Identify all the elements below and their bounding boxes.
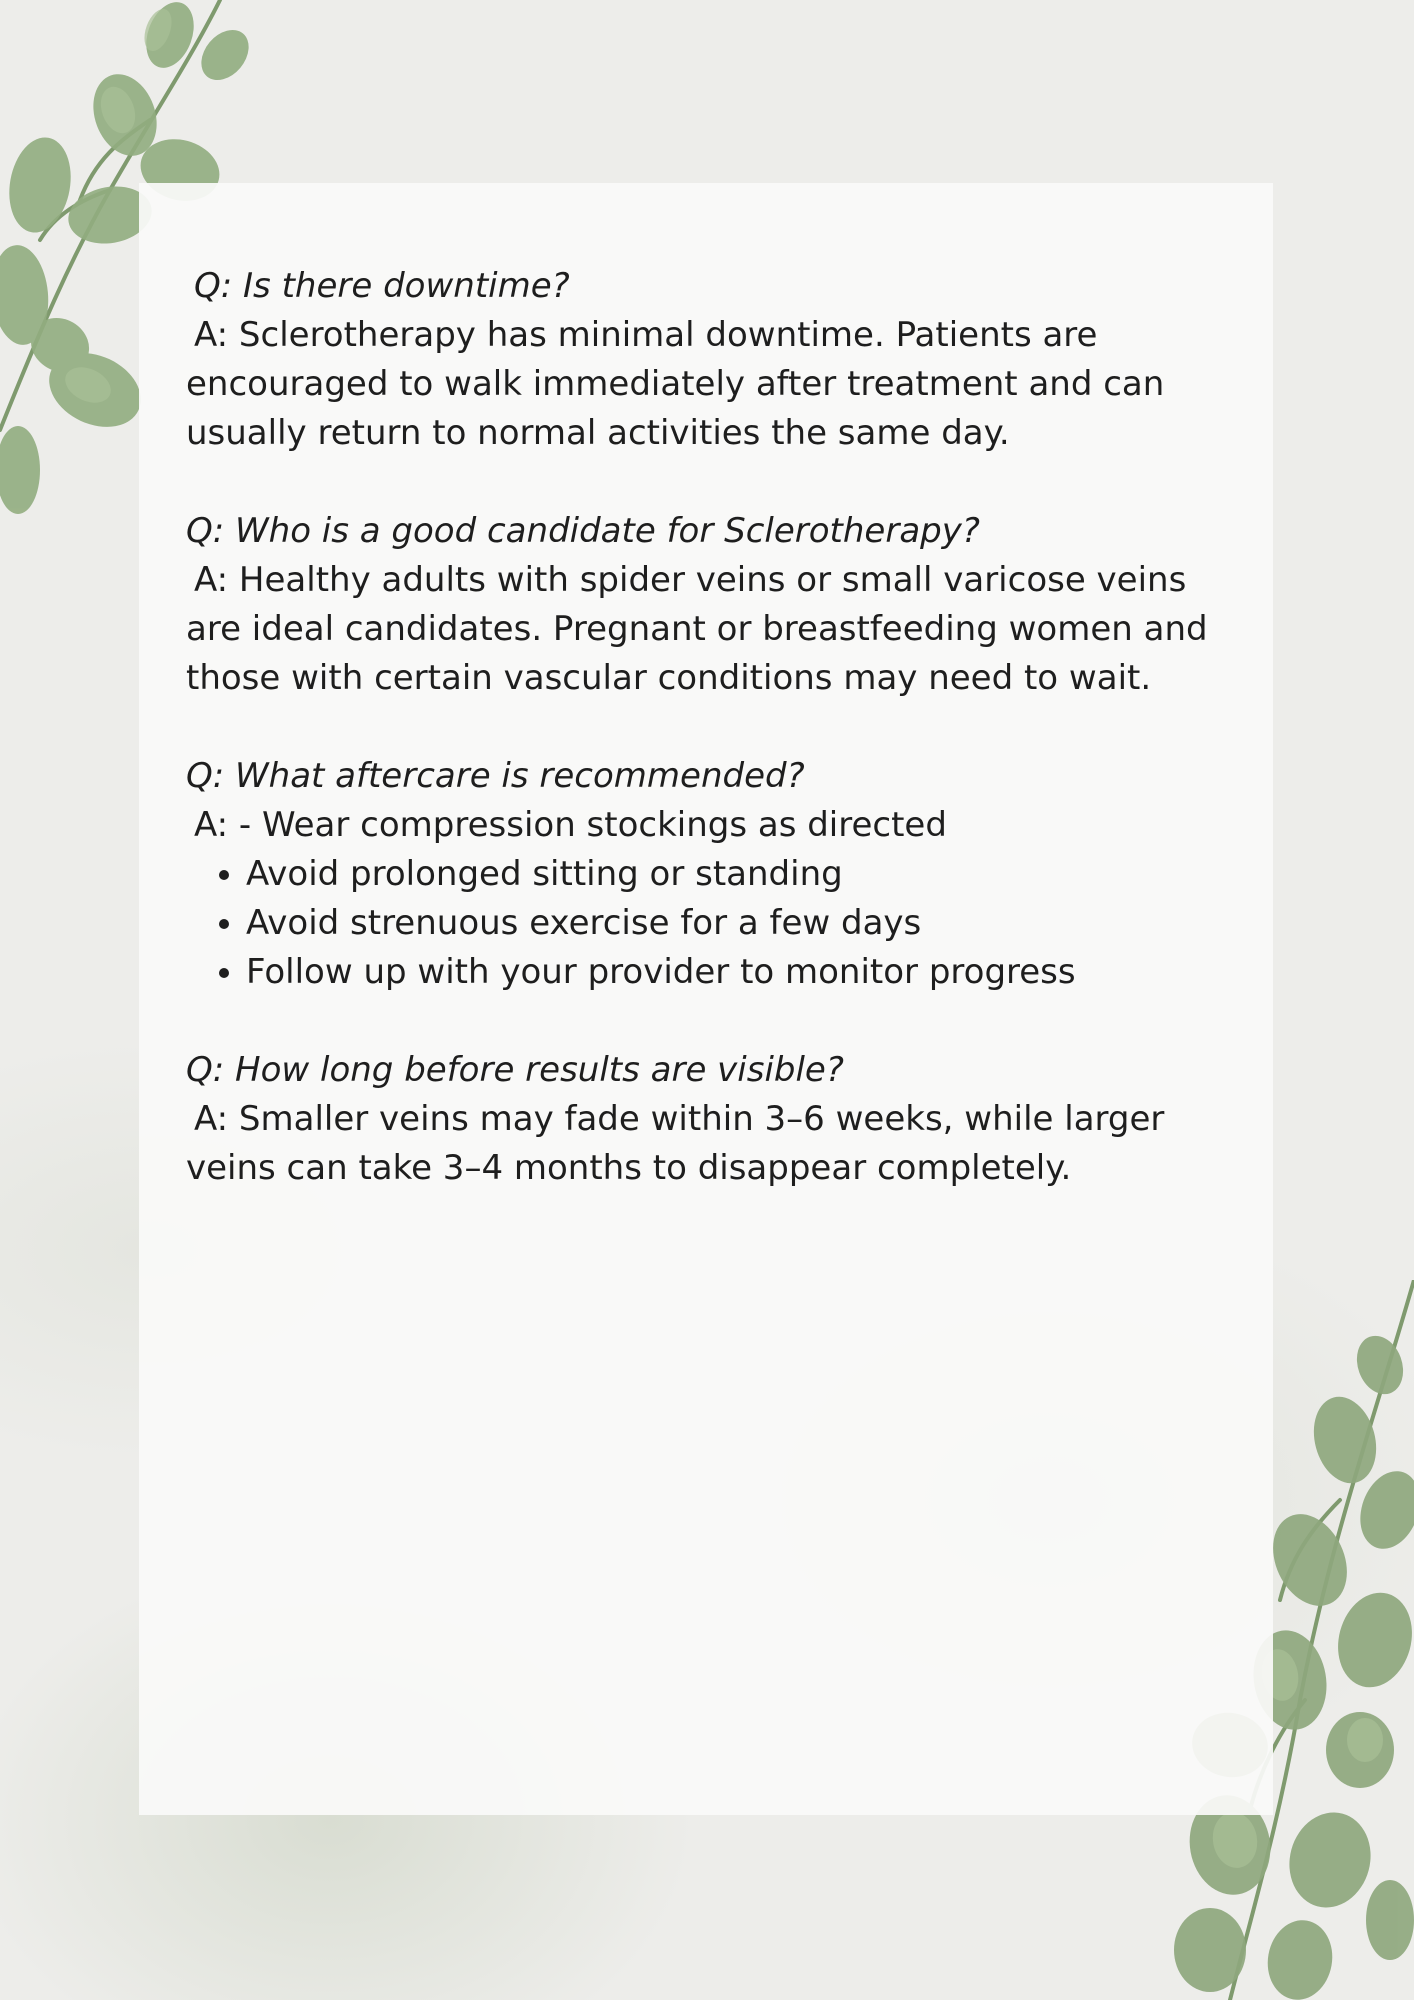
list-item: • Avoid strenuous exercise for a few days	[246, 899, 1216, 948]
list-item: • Follow up with your provider to monitor progress	[246, 948, 1216, 997]
faq-section	[186, 262, 1216, 1242]
faq-answer-text: A: Smaller veins may fade within 3–6 weeks, while larger veins can take 3–4 months to disappear completely.	[186, 1099, 1165, 1188]
faq-answer	[186, 801, 1216, 850]
faq-item	[186, 752, 1216, 997]
faq-item	[186, 1046, 1216, 1193]
faq-answer	[186, 311, 1216, 458]
faq-answer-text: A: Healthy adults with spider veins or small varicose veins are ideal candidates. Pregnant or breastfeeding women and those with certain vascular conditions may need to wait.	[186, 560, 1208, 698]
faq-question: Q: Is there downtime?	[194, 266, 570, 306]
faq-answer	[186, 1095, 1216, 1193]
list-item: • Avoid prolonged sitting or standing	[246, 850, 1216, 899]
aftercare-list	[186, 850, 1216, 997]
faq-question: Q: What aftercare is recommended?	[186, 756, 805, 796]
faq-question: Q: How long before results are visible?	[186, 1050, 844, 1090]
faq-answer-text: A: - Wear compression stockings as directed	[194, 805, 947, 845]
faq-question: Q: Who is a good candidate for Sclerotherapy?	[186, 511, 980, 551]
faq-item	[186, 507, 1216, 703]
faq-item	[186, 262, 1216, 458]
faq-answer	[186, 556, 1216, 703]
faq-answer-text: A: Sclerotherapy has minimal downtime. Patients are encouraged to walk immediately after treatment and can usually return to normal activities the same day.	[186, 315, 1165, 453]
